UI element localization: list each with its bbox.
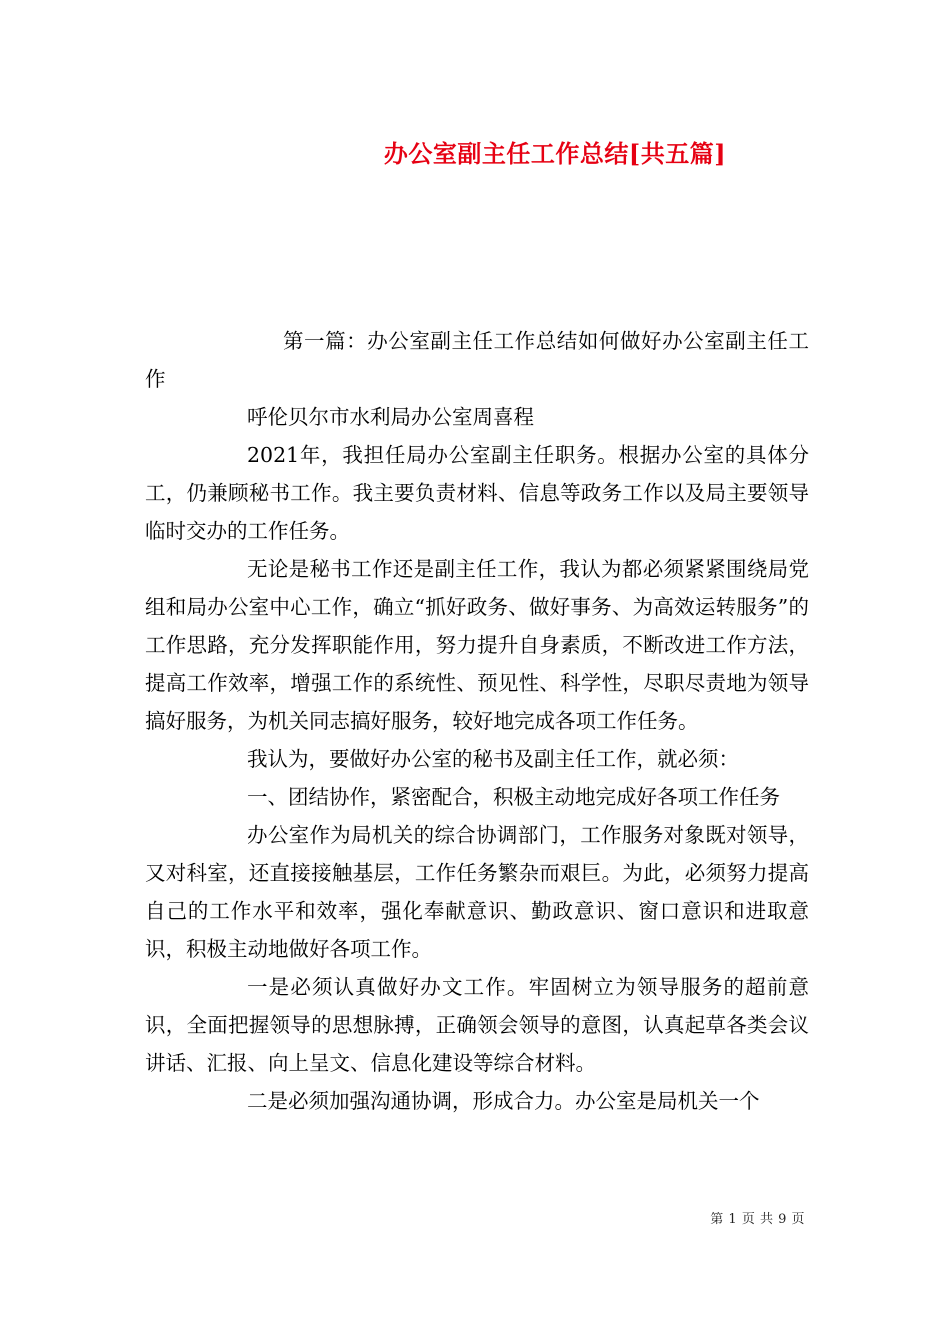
paragraph: 2021年，我担任局办公室副主任职务。根据办公室的具体分工，仍兼顾秘书工作。我主要负责材料、信息等政务工作以及局主要领导临时交办的工作任务。 xyxy=(145,443,809,543)
paragraph: 二是必须加强沟通协调，形成合力。办公室是局机关一个 xyxy=(247,1089,760,1113)
document-title: 办公室副主任工作总结[共五篇] xyxy=(383,139,727,168)
subheading: 一、团结协作，紧密配合，积极主动地完成好各项工作任务 xyxy=(247,785,780,809)
author-line: 呼伦贝尔市水利局办公室周喜程 xyxy=(247,405,534,429)
paragraph: 办公室作为局机关的综合协调部门，工作服务对象既对领导，又对科室，还直接接触基层，工作任务繁杂而艰巨。为此，必须努力提高自己的工作水平和效率，强化奉献意识、勤政意识、窗口意识和进取意识，积极主动地做好各项工作。 xyxy=(145,823,809,961)
paragraph: 我认为，要做好办公室的秘书及副主任工作，就必须： xyxy=(247,747,739,771)
document-body xyxy=(145,322,809,1120)
paragraph: 无论是秘书工作还是副主任工作，我认为都必须紧紧围绕局党组和局办公室中心工作，确立“抓好政务、做好事务、为高效运转服务”的工作思路，充分发挥职能作用，努力提升自身素质，不断改进工作方法，提高工作效率，增强工作的系统性、预见性、科学性，尽职尽责地为领导搞好服务，为机关同志搞好服务，较好地完成各项工作任务。 xyxy=(145,557,809,733)
page-number-footer: 第 1 页 共 9 页 xyxy=(710,1212,805,1227)
section-heading: 第一篇：办公室副主任工作总结如何做好办公室副主任工作 xyxy=(145,329,809,391)
paragraph: 一是必须认真做好办文工作。牢固树立为领导服务的超前意识，全面把握领导的思想脉搏，正确领会领导的意图，认真起草各类会议讲话、汇报、向上呈文、信息化建设等综合材料。 xyxy=(145,975,809,1075)
